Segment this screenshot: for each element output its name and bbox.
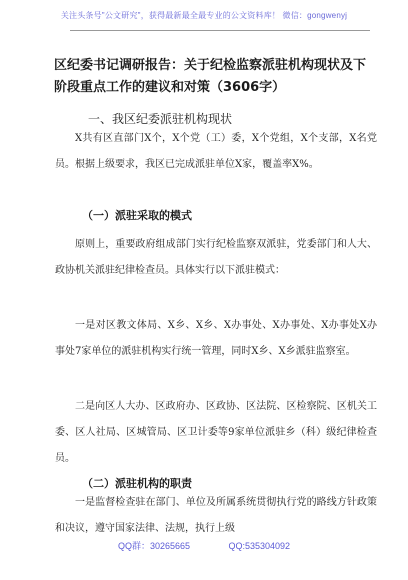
paragraph-4: 二是向区人大办、区政府办、区政协、区法院、区检察院、区机关工委、区人社局、区城管局、区卫计委等9家单位派驻乡（科）级纪律检查员。 (55, 401, 377, 464)
paragraph-3: 一是对区教文体局、X乡、X乡、X办事处、X办事处、X办事处X办事处7家单位的派驻机构实行统一管理，同时X乡、X乡派驻监察室。 (55, 320, 377, 357)
paragraph-2: 原则上，重要政府组成部门实行纪检监察双派驻，党委部门和人大、政协机关派驻纪律检查员。具体实行以下派驻模式： (55, 239, 377, 276)
subsection1-heading: （一）派驻采取的模式 (82, 209, 192, 222)
promo-header: 关注头条号"公文研究"，获得最新最全最专业的公文资料库！ 微信：gongwenyj (60, 11, 348, 20)
footer-contact (0, 539, 408, 552)
header-divider (70, 30, 370, 31)
subsection2-heading: （二）派驻机构的职责 (82, 477, 192, 490)
qq-number-text: QQ:535304092 (228, 541, 291, 551)
section1-heading: 一、我区纪委派驻机构现状 (88, 112, 233, 126)
qq-group-text: QQ群：30265665 (117, 541, 190, 551)
paragraph-1: X共有区直部门X个，X个党（工）委，X个党组，X个支部，X名党员。根据上级要求，我区已完成派驻单位X家，覆盖率X%。 (55, 133, 377, 170)
paragraph-5: 一是监督检查驻在部门、单位及所属系统贯彻执行党的路线方针政策和决议，遵守国家法律、法规，执行上级 (55, 497, 377, 534)
document-title: 区纪委书记调研报告：关于纪检监察派驻机构现状及下阶段重点工作的建议和对策（3606字） (54, 58, 367, 95)
